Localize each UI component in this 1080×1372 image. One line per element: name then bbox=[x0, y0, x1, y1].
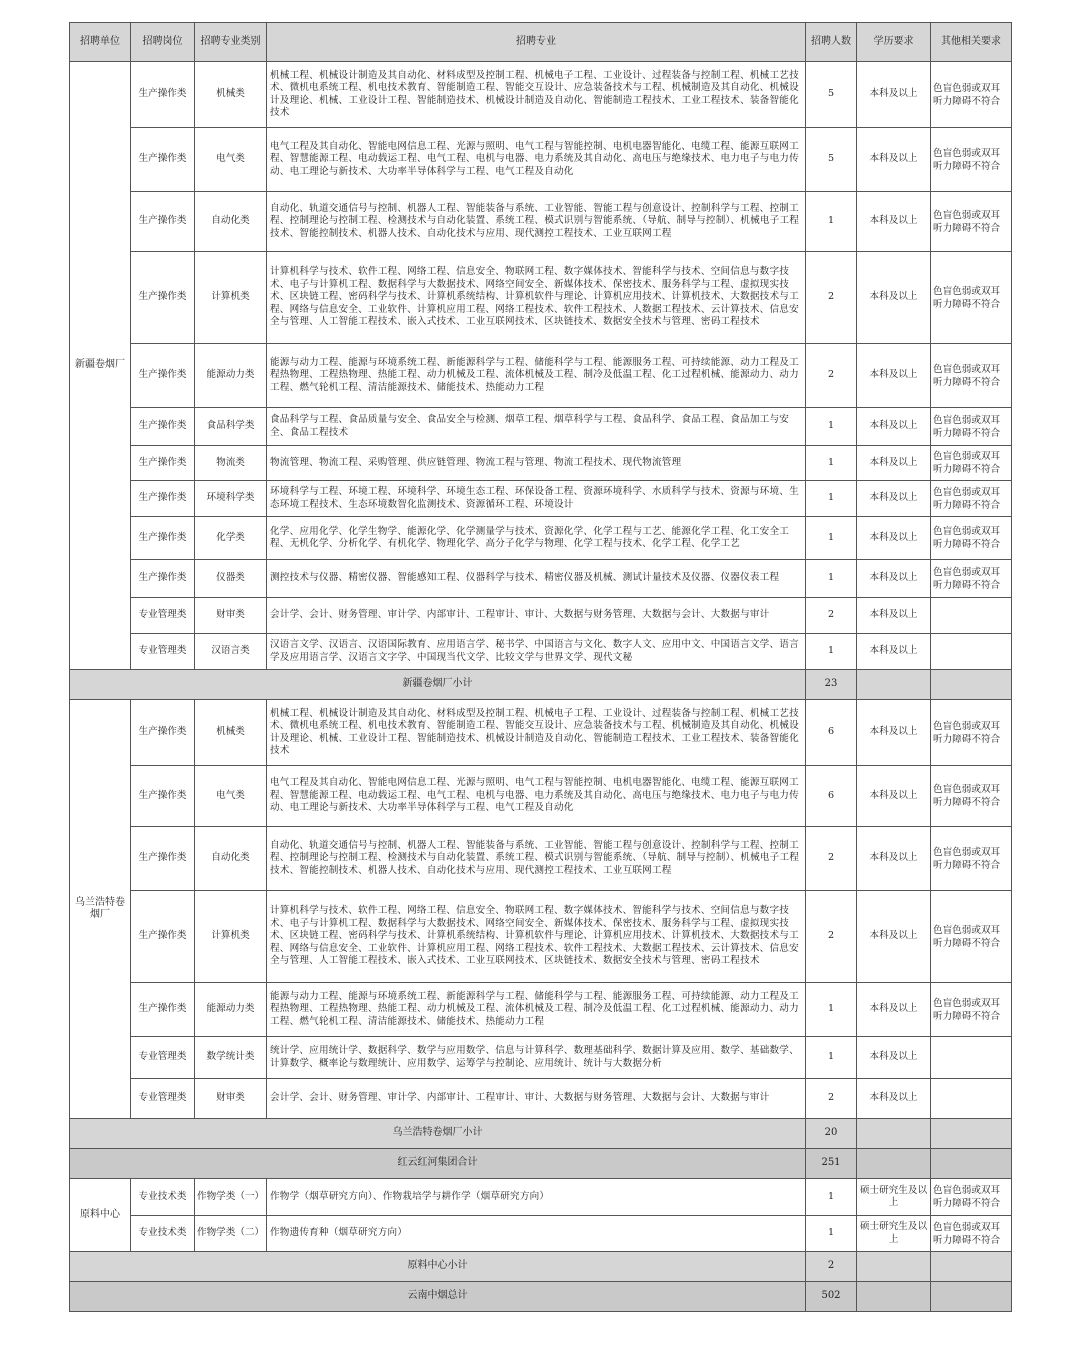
grand-total-row-value: 502 bbox=[806, 1282, 857, 1312]
table-row bbox=[70, 1079, 1012, 1119]
category-cell: 能源动力类 bbox=[195, 983, 267, 1037]
other-cell: 色盲色弱或双耳听力障碍不符合 bbox=[931, 128, 1012, 192]
subtotal-row-raw-value: 2 bbox=[806, 1252, 857, 1282]
post-cell: 生产操作类 bbox=[131, 891, 195, 983]
other-cell: 色盲色弱或双耳听力障碍不符合 bbox=[931, 891, 1012, 983]
category-cell: 仪器类 bbox=[195, 560, 267, 598]
category-cell: 财审类 bbox=[195, 1079, 267, 1119]
post-cell: 专业管理类 bbox=[131, 1079, 195, 1119]
header-education: 学历要求 bbox=[857, 23, 931, 62]
majors-cell: 环境科学与工程、环境工程、环境科学、环境生态工程、环保设备工程、资源环境科学、水质科学与技术、资源与环境、生态环境工程技术、生态环境数智化监测技术、资源循环工程、环境设计 bbox=[267, 481, 806, 517]
majors-cell: 测控技术与仪器、精密仪器、智能感知工程、仪器科学与技术、精密仪器及机械、测试计量技术及仪器、仪器仪表工程 bbox=[267, 560, 806, 598]
table-row bbox=[70, 700, 1012, 766]
category-cell: 机械类 bbox=[195, 62, 267, 128]
post-cell: 生产操作类 bbox=[131, 344, 195, 408]
majors-cell: 自动化、轨道交通信号与控制、机器人工程、智能装备与系统、工业智能、智能工程与创意设计、控制科学与工程、控制工程、控制理论与控制工程、检测技术与自动化装置、系统工程、模式识别与智能系统、（导航、制导与控制）、机械电子工程技术、智能控制技术、机器人技术、自动化技术与应用、现代测控工程技术、工业互联网工程 bbox=[267, 827, 806, 891]
table-row bbox=[70, 481, 1012, 517]
education-cell: 本科及以上 bbox=[857, 891, 931, 983]
table-row bbox=[70, 517, 1012, 560]
education-cell: 硕士研究生及以上 bbox=[857, 1216, 931, 1252]
post-cell: 生产操作类 bbox=[131, 252, 195, 344]
count-cell: 1 bbox=[806, 983, 857, 1037]
education-cell: 本科及以上 bbox=[857, 192, 931, 252]
table-row bbox=[70, 344, 1012, 408]
other-cell bbox=[931, 1079, 1012, 1119]
header-post: 招聘岗位 bbox=[131, 23, 195, 62]
category-cell: 汉语言类 bbox=[195, 634, 267, 670]
post-cell: 生产操作类 bbox=[131, 446, 195, 481]
table-row bbox=[70, 1216, 1012, 1252]
unit-cell-1: 乌兰浩特卷烟厂 bbox=[70, 700, 131, 1119]
category-cell: 计算机类 bbox=[195, 891, 267, 983]
count-cell: 1 bbox=[806, 1037, 857, 1079]
majors-cell: 电气工程及其自动化、智能电网信息工程、光源与照明、电气工程与智能控制、电机电器智能化、电缆工程、能源互联网工程、智慧能源工程、电动载运工程、电气工程、电机与电器、电力系统及其自动化、高电压与绝缘技术、电力电子与电力传动、电工理论与新技术、大功率半导体科学与工程、电气工程及自动化 bbox=[267, 766, 806, 827]
education-cell: 本科及以上 bbox=[857, 827, 931, 891]
count-cell: 6 bbox=[806, 700, 857, 766]
education-cell: 本科及以上 bbox=[857, 62, 931, 128]
category-cell: 数学统计类 bbox=[195, 1037, 267, 1079]
majors-cell: 食品科学与工程、食品质量与安全、食品安全与检测、烟草工程、烟草科学与工程、食品科学、食品工程、食品加工与安全、食品工程技术 bbox=[267, 408, 806, 446]
subtotal-row-0-blank-1 bbox=[857, 670, 931, 700]
group-total-row bbox=[70, 1149, 1012, 1179]
count-cell: 1 bbox=[806, 446, 857, 481]
other-cell bbox=[931, 634, 1012, 670]
header-row bbox=[70, 23, 1012, 62]
count-cell: 2 bbox=[806, 598, 857, 634]
grand-total-row-blank-2 bbox=[931, 1282, 1012, 1312]
category-cell: 食品科学类 bbox=[195, 408, 267, 446]
category-cell: 能源动力类 bbox=[195, 344, 267, 408]
education-cell: 本科及以上 bbox=[857, 598, 931, 634]
other-cell: 色盲色弱或双耳听力障碍不符合 bbox=[931, 62, 1012, 128]
majors-cell: 机械工程、机械设计制造及其自动化、材料成型及控制工程、机械电子工程、工业设计、过程装备与控制工程、机械工艺技术、微机电系统工程、机电技术教育、智能制造工程、智能交互设计、应急装备技术与工程、机械制造及其自动化、机械设计及理论、机械、工业设计工程、智能制造技术、机械设计制造及自动化、智能制造工程技术、工业工程技术、装备智能化技术 bbox=[267, 700, 806, 766]
other-cell: 色盲色弱或双耳听力障碍不符合 bbox=[931, 700, 1012, 766]
table-row bbox=[70, 598, 1012, 634]
other-cell: 色盲色弱或双耳听力障碍不符合 bbox=[931, 1216, 1012, 1252]
majors-cell: 汉语言文学、汉语言、汉语国际教育、应用语言学、秘书学、中国语言与文化、数字人文、应用中文、中国语言文学、语言学及应用语言学、汉语言文字学、中国现当代文学、比较文学与世界文学、现代文秘 bbox=[267, 634, 806, 670]
post-cell: 生产操作类 bbox=[131, 517, 195, 560]
education-cell: 本科及以上 bbox=[857, 344, 931, 408]
table-row bbox=[70, 560, 1012, 598]
count-cell: 1 bbox=[806, 408, 857, 446]
grand-total-row bbox=[70, 1282, 1012, 1312]
count-cell: 5 bbox=[806, 128, 857, 192]
other-cell bbox=[931, 598, 1012, 634]
count-cell: 1 bbox=[806, 560, 857, 598]
table-row bbox=[70, 1179, 1012, 1216]
category-cell: 环境科学类 bbox=[195, 481, 267, 517]
education-cell: 本科及以上 bbox=[857, 517, 931, 560]
subtotal-row-1 bbox=[70, 1119, 1012, 1149]
header-unit: 招聘单位 bbox=[70, 23, 131, 62]
header-other: 其他相关要求 bbox=[931, 23, 1012, 62]
education-cell: 本科及以上 bbox=[857, 128, 931, 192]
header-category: 招聘专业类别 bbox=[195, 23, 267, 62]
other-cell: 色盲色弱或双耳听力障碍不符合 bbox=[931, 1179, 1012, 1216]
education-cell: 硕士研究生及以上 bbox=[857, 1179, 931, 1216]
other-cell: 色盲色弱或双耳听力障碍不符合 bbox=[931, 344, 1012, 408]
education-cell: 本科及以上 bbox=[857, 1037, 931, 1079]
other-cell: 色盲色弱或双耳听力障碍不符合 bbox=[931, 192, 1012, 252]
subtotal-row-1-blank-2 bbox=[931, 1119, 1012, 1149]
subtotal-row-0-value: 23 bbox=[806, 670, 857, 700]
post-cell: 生产操作类 bbox=[131, 560, 195, 598]
category-cell: 电气类 bbox=[195, 766, 267, 827]
group-total-row-blank-1 bbox=[857, 1149, 931, 1179]
table-row bbox=[70, 983, 1012, 1037]
count-cell: 2 bbox=[806, 1079, 857, 1119]
other-cell: 色盲色弱或双耳听力障碍不符合 bbox=[931, 766, 1012, 827]
other-cell: 色盲色弱或双耳听力障碍不符合 bbox=[931, 560, 1012, 598]
table-row bbox=[70, 62, 1012, 128]
group-total-row-label: 红云红河集团合计 bbox=[70, 1149, 806, 1179]
majors-cell: 会计学、会计、财务管理、审计学、内部审计、工程审计、审计、大数据与财务管理、大数据与会计、大数据与审计 bbox=[267, 1079, 806, 1119]
count-cell: 5 bbox=[806, 62, 857, 128]
subtotal-row-1-value: 20 bbox=[806, 1119, 857, 1149]
recruitment-table bbox=[69, 22, 1012, 1312]
other-cell: 色盲色弱或双耳听力障碍不符合 bbox=[931, 827, 1012, 891]
post-cell: 生产操作类 bbox=[131, 827, 195, 891]
majors-cell: 统计学、应用统计学、数据科学、数学与应用数学、信息与计算科学、数理基础科学、数据计算及应用、数学、基础数学、计算数学、概率论与数理统计、应用数学、运筹学与控制论、应用统计、统计与大数据分析 bbox=[267, 1037, 806, 1079]
table-row bbox=[70, 766, 1012, 827]
header-count: 招聘人数 bbox=[806, 23, 857, 62]
post-cell: 生产操作类 bbox=[131, 983, 195, 1037]
category-cell: 自动化类 bbox=[195, 192, 267, 252]
majors-cell: 机械工程、机械设计制造及其自动化、材料成型及控制工程、机械电子工程、工业设计、过程装备与控制工程、机械工艺技术、微机电系统工程、机电技术教育、智能制造工程、智能交互设计、应急装备技术与工程、机械制造及其自动化、机械设计及理论、机械、工业设计工程、智能制造技术、机械设计制造及自动化、智能制造工程技术、工业工程技术、装备智能化技术 bbox=[267, 62, 806, 128]
category-cell: 计算机类 bbox=[195, 252, 267, 344]
education-cell: 本科及以上 bbox=[857, 252, 931, 344]
count-cell: 1 bbox=[806, 481, 857, 517]
post-cell: 专业管理类 bbox=[131, 634, 195, 670]
subtotal-row-raw bbox=[70, 1252, 1012, 1282]
count-cell: 1 bbox=[806, 634, 857, 670]
post-cell: 生产操作类 bbox=[131, 192, 195, 252]
education-cell: 本科及以上 bbox=[857, 700, 931, 766]
header-majors: 招聘专业 bbox=[267, 23, 806, 62]
table-row bbox=[70, 252, 1012, 344]
majors-cell: 化学、应用化学、化学生物学、能源化学、化学测量学与技术、资源化学、化学工程与工艺、能源化学工程、化工安全工程、无机化学、分析化学、有机化学、物理化学、高分子化学与物理、化学工程与技术、化学工程、化学工艺 bbox=[267, 517, 806, 560]
category-cell: 作物学类（二） bbox=[195, 1216, 267, 1252]
education-cell: 本科及以上 bbox=[857, 1079, 931, 1119]
subtotal-row-raw-blank-2 bbox=[931, 1252, 1012, 1282]
subtotal-row-0 bbox=[70, 670, 1012, 700]
grand-total-row-blank-1 bbox=[857, 1282, 931, 1312]
majors-cell: 自动化、轨道交通信号与控制、机器人工程、智能装备与系统、工业智能、智能工程与创意设计、控制科学与工程、控制工程、控制理论与控制工程、检测技术与自动化装置、系统工程、模式识别与智能系统、（导航、制导与控制）、机械电子工程技术、智能控制技术、机器人技术、自动化技术与应用、现代测控工程技术、工业互联网工程 bbox=[267, 192, 806, 252]
table-row bbox=[70, 446, 1012, 481]
subtotal-row-0-blank-2 bbox=[931, 670, 1012, 700]
group-total-row-value: 251 bbox=[806, 1149, 857, 1179]
other-cell: 色盲色弱或双耳听力障碍不符合 bbox=[931, 408, 1012, 446]
other-cell: 色盲色弱或双耳听力障碍不符合 bbox=[931, 983, 1012, 1037]
table-row bbox=[70, 408, 1012, 446]
education-cell: 本科及以上 bbox=[857, 481, 931, 517]
table-row bbox=[70, 827, 1012, 891]
count-cell: 2 bbox=[806, 344, 857, 408]
count-cell: 1 bbox=[806, 1179, 857, 1216]
other-cell: 色盲色弱或双耳听力障碍不符合 bbox=[931, 252, 1012, 344]
unit-cell-0: 新疆卷烟厂 bbox=[70, 62, 131, 670]
category-cell: 财审类 bbox=[195, 598, 267, 634]
education-cell: 本科及以上 bbox=[857, 983, 931, 1037]
majors-cell: 计算机科学与技术、软件工程、网络工程、信息安全、物联网工程、数字媒体技术、智能科学与技术、空间信息与数字技术、电子与计算机工程、数据科学与大数据技术、网络空间安全、新媒体技术、保密技术、服务科学与工程、虚拟现实技术、区块链工程、密码科学与技术、计算机系统结构、计算机软件与理论、计算机应用技术、计算机技术、大数据技术与工程、网络与信息安全、工业软件、计算机应用工程、网络工程技术、软件工程技术、人数据工程技术、云计算技术、信息安全与管理、人工智能工程技术、嵌入式技术、工业互联网技术、区块链技术、数据安全技术与管理、密码工程技术 bbox=[267, 252, 806, 344]
majors-cell: 作物学（烟草研究方向）、作物栽培学与耕作学（烟草研究方向） bbox=[267, 1179, 806, 1216]
majors-cell: 作物遗传育种（烟草研究方向） bbox=[267, 1216, 806, 1252]
post-cell: 生产操作类 bbox=[131, 700, 195, 766]
education-cell: 本科及以上 bbox=[857, 408, 931, 446]
post-cell: 生产操作类 bbox=[131, 408, 195, 446]
subtotal-row-0-label: 新疆卷烟厂小计 bbox=[70, 670, 806, 700]
grand-total-row-label: 云南中烟总计 bbox=[70, 1282, 806, 1312]
table-row bbox=[70, 891, 1012, 983]
category-cell: 自动化类 bbox=[195, 827, 267, 891]
count-cell: 1 bbox=[806, 517, 857, 560]
education-cell: 本科及以上 bbox=[857, 446, 931, 481]
table-row bbox=[70, 634, 1012, 670]
majors-cell: 能源与动力工程、能源与环境系统工程、新能源科学与工程、储能科学与工程、能源服务工程、可持续能源、动力工程及工程热物理、工程热物理、热能工程、动力机械及工程、流体机械及工程、制冷及低温工程、化工过程机械、能源动力、动力工程、燃气轮机工程、清洁能源技术、储能技术、热能动力工程 bbox=[267, 344, 806, 408]
majors-cell: 物流管理、物流工程、采购管理、供应链管理、物流工程与管理、物流工程技术、现代物流管理 bbox=[267, 446, 806, 481]
majors-cell: 能源与动力工程、能源与环境系统工程、新能源科学与工程、储能科学与工程、能源服务工程、可持续能源、动力工程及工程热物理、工程热物理、热能工程、动力机械及工程、流体机械及工程、制冷及低温工程、化工过程机械、能源动力、动力工程、燃气轮机工程、清洁能源技术、储能技术、热能动力工程 bbox=[267, 983, 806, 1037]
post-cell: 专业技术类 bbox=[131, 1179, 195, 1216]
count-cell: 2 bbox=[806, 827, 857, 891]
post-cell: 专业管理类 bbox=[131, 1037, 195, 1079]
post-cell: 生产操作类 bbox=[131, 128, 195, 192]
category-cell: 物流类 bbox=[195, 446, 267, 481]
majors-cell: 电气工程及其自动化、智能电网信息工程、光源与照明、电气工程与智能控制、电机电器智能化、电缆工程、能源互联网工程、智慧能源工程、电动载运工程、电气工程、电机与电器、电力系统及其自动化、高电压与绝缘技术、电力电子与电力传动、电工理论与新技术、大功率半导体科学与工程、电气工程及自动化 bbox=[267, 128, 806, 192]
other-cell: 色盲色弱或双耳听力障碍不符合 bbox=[931, 481, 1012, 517]
count-cell: 2 bbox=[806, 252, 857, 344]
other-cell: 色盲色弱或双耳听力障碍不符合 bbox=[931, 446, 1012, 481]
category-cell: 化学类 bbox=[195, 517, 267, 560]
subtotal-row-raw-blank-1 bbox=[857, 1252, 931, 1282]
table-row bbox=[70, 1037, 1012, 1079]
education-cell: 本科及以上 bbox=[857, 560, 931, 598]
post-cell: 生产操作类 bbox=[131, 481, 195, 517]
subtotal-row-1-blank-1 bbox=[857, 1119, 931, 1149]
post-cell: 生产操作类 bbox=[131, 62, 195, 128]
count-cell: 6 bbox=[806, 766, 857, 827]
education-cell: 本科及以上 bbox=[857, 634, 931, 670]
group-total-row-blank-2 bbox=[931, 1149, 1012, 1179]
category-cell: 作物学类（一） bbox=[195, 1179, 267, 1216]
count-cell: 2 bbox=[806, 891, 857, 983]
majors-cell: 会计学、会计、财务管理、审计学、内部审计、工程审计、审计、大数据与财务管理、大数据与会计、大数据与审计 bbox=[267, 598, 806, 634]
table-row bbox=[70, 192, 1012, 252]
other-cell bbox=[931, 1037, 1012, 1079]
subtotal-row-1-label: 乌兰浩特卷烟厂小计 bbox=[70, 1119, 806, 1149]
post-cell: 专业管理类 bbox=[131, 598, 195, 634]
table-row bbox=[70, 128, 1012, 192]
subtotal-row-raw-label: 原料中心小计 bbox=[70, 1252, 806, 1282]
category-cell: 电气类 bbox=[195, 128, 267, 192]
post-cell: 生产操作类 bbox=[131, 766, 195, 827]
majors-cell: 计算机科学与技术、软件工程、网络工程、信息安全、物联网工程、数字媒体技术、智能科学与技术、空间信息与数字技术、电子与计算机工程、数据科学与大数据技术、网络空间安全、新媒体技术、保密技术、服务科学与工程、虚拟现实技术、区块链工程、密码科学与技术、计算机系统结构、计算机软件与理论、计算机应用技术、计算机技术、大数据技术与工程、网络与信息安全、工业软件、计算机应用工程、网络工程技术、软件工程技术、大数据工程技术、云计算技术、信息安全与管理、人工智能工程技术、嵌入式技术、工业互联网技术、区块链技术、数据安全技术与管理、密码工程技术 bbox=[267, 891, 806, 983]
count-cell: 1 bbox=[806, 1216, 857, 1252]
post-cell: 专业技术类 bbox=[131, 1216, 195, 1252]
unit-cell-raw: 原料中心 bbox=[70, 1179, 131, 1252]
count-cell: 1 bbox=[806, 192, 857, 252]
education-cell: 本科及以上 bbox=[857, 766, 931, 827]
other-cell: 色盲色弱或双耳听力障碍不符合 bbox=[931, 517, 1012, 560]
category-cell: 机械类 bbox=[195, 700, 267, 766]
table-body bbox=[70, 62, 1012, 1312]
